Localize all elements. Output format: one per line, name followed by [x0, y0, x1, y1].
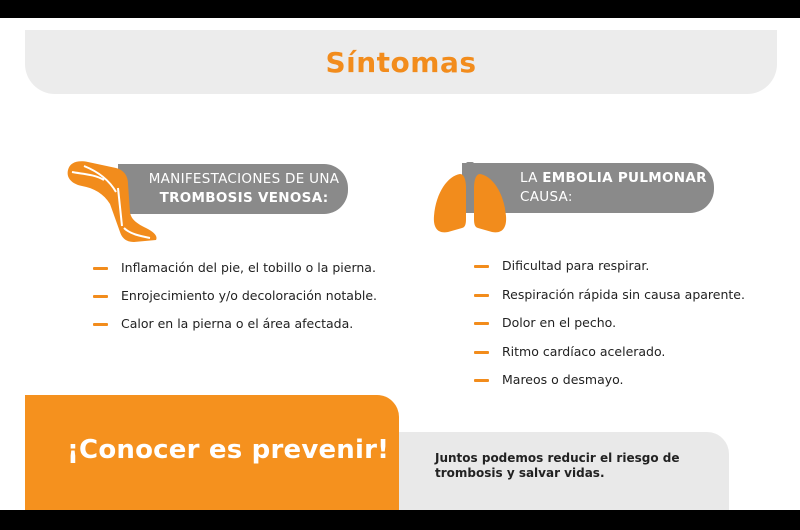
list-item: Mareos o desmayo. [474, 372, 745, 401]
dash-bullet [93, 295, 108, 298]
list-item: Ritmo cardíaco acelerado. [474, 344, 745, 373]
list-item: Enrojecimiento y/o decoloración notable. [93, 288, 377, 316]
page-title: Síntomas [325, 45, 477, 79]
pe-symptom-list [474, 258, 745, 401]
list-item: Inflamación del pie, el tobillo o la pierna. [93, 260, 377, 288]
pe-heading-line1: LA EMBOLIA PULMONAR [520, 170, 707, 186]
title-banner [25, 30, 777, 94]
footer-message: Juntos podemos reducir el riesgo de trombosis y salvar vidas. [435, 451, 680, 480]
leg-icon [64, 158, 160, 244]
list-item: Dificultad para respirar. [474, 258, 745, 287]
list-item: Respiración rápida sin causa aparente. [474, 287, 745, 316]
footer-slogan: ¡Conocer es prevenir! [67, 435, 390, 465]
footer-slogan-panel [25, 395, 399, 510]
pe-heading-line2: CAUSA: [520, 189, 573, 205]
lungs-icon [430, 158, 510, 240]
dvt-symptom-list [93, 260, 377, 344]
dvt-heading-line1: MANIFESTACIONES DE UNA [148, 171, 340, 187]
dash-bullet [474, 379, 489, 382]
infographic [0, 18, 800, 510]
dvt-heading-line2: TROMBOSIS VENOSA: [159, 190, 329, 206]
dash-bullet [474, 265, 489, 268]
dash-bullet [474, 351, 489, 354]
footer-message-panel [399, 432, 729, 510]
dash-bullet [474, 294, 489, 297]
list-item: Dolor en el pecho. [474, 315, 745, 344]
dash-bullet [93, 267, 108, 270]
dash-bullet [93, 323, 108, 326]
list-item: Calor en la pierna o el área afectada. [93, 316, 377, 344]
dash-bullet [474, 322, 489, 325]
